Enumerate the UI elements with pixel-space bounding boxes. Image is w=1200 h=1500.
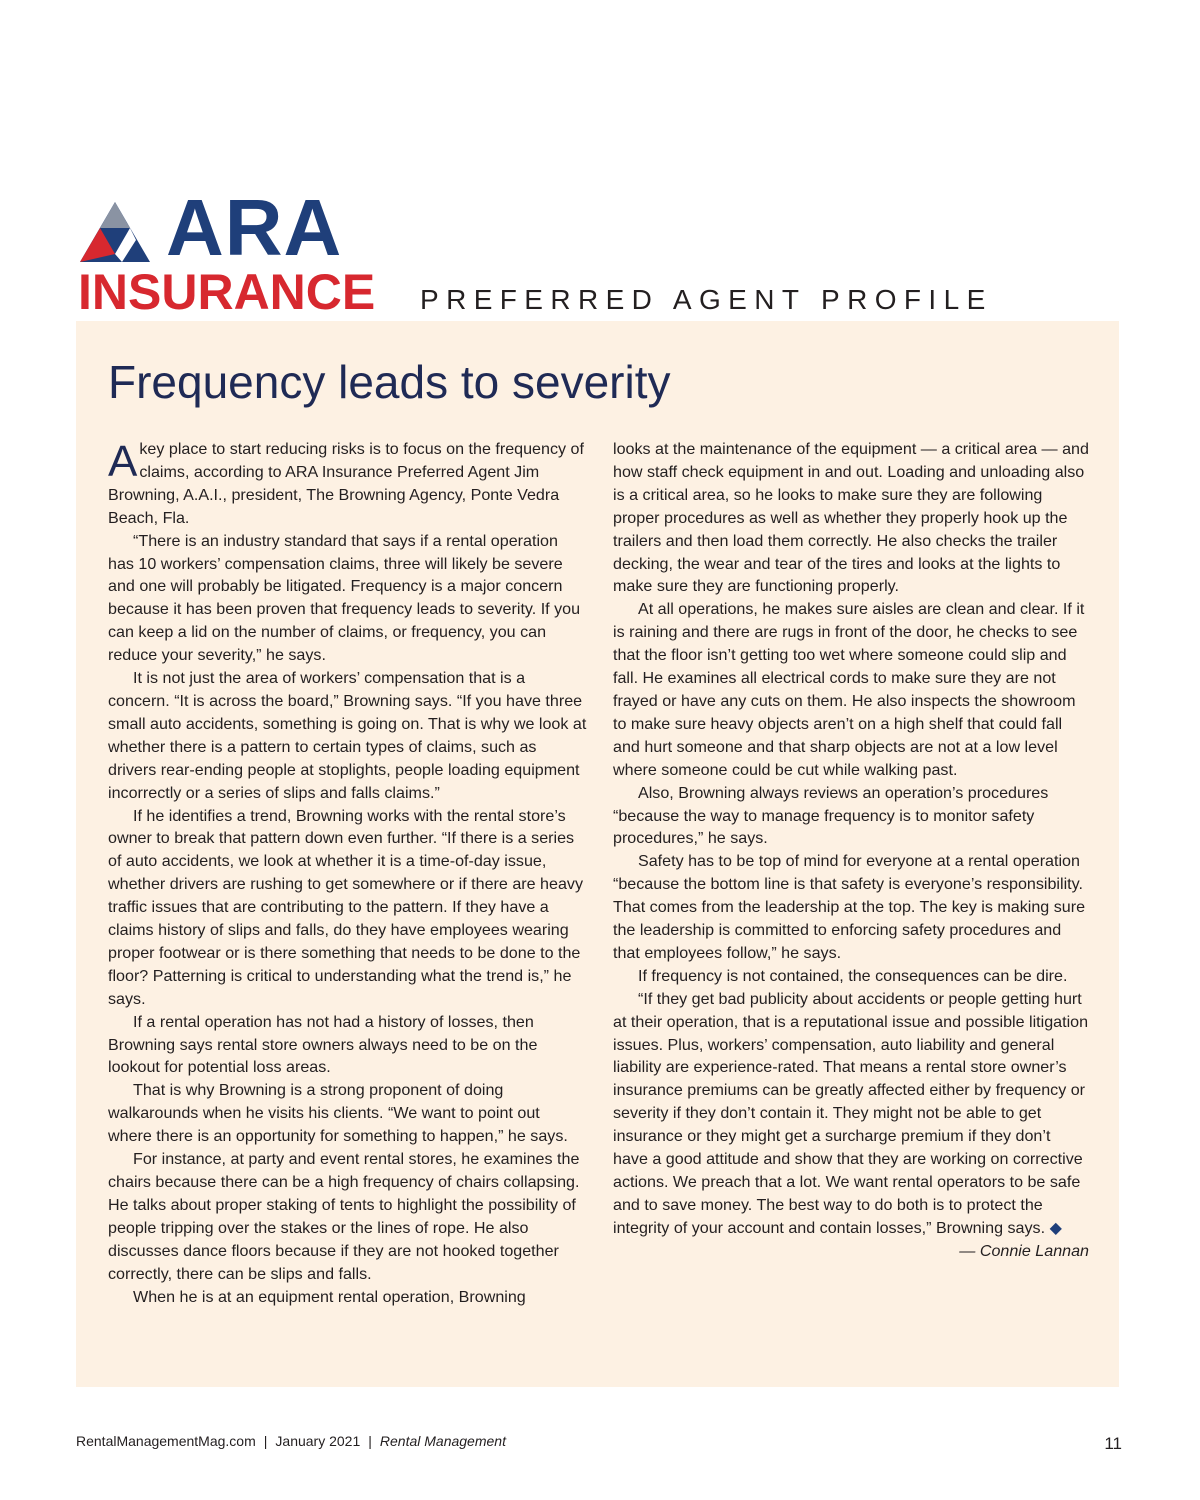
footer-magazine: Rental Management: [379, 1433, 506, 1449]
paragraph-text: “If they get bad publicity about accidents or people getting hurt at their operation, that is a reputational issue and possible litigation issues. Plus, workers’ compensation, auto liability and general liability are experience-rated. That means a rental store owner’s insurance premiums can be greatly affected either by frequency or severity if they don’t contain it. They might not be able to get insurance or they might get a surcharge premium if they don’t have a good attitude and show that they are working on corrective actions. We preach that a lot. We want rental operators to be safe and to save money. The best way to do both is to protect the integrity of your account and contain losses,” Browning says.: [613, 989, 1089, 1237]
article-headline: Frequency leads to severity: [108, 356, 671, 408]
paragraph: “There is an industry standard that says if a rental operation has 10 workers’ compensation claims, three will likely be severe and one will probably be litigated. Frequency is a major concern because it has been proven that frequency leads to severity. If you can keep a lid on the number of claims, or frequency, you can reduce your severity,” he says.: [108, 531, 581, 665]
article-column-left: [108, 438, 588, 1308]
logo-ara-text: ARA: [166, 183, 343, 272]
paragraph-text: key place to start reducing risks is to focus on the frequency of claims, according to ARA Insurance Preferred Agent Jim Browning, A.A.I., president, The Browning Agency, Ponte Vedra Beach, Fla.: [108, 440, 584, 527]
logo-insurance-text: INSURANCE: [78, 264, 376, 320]
page-number: 11: [1104, 1434, 1122, 1453]
paragraph: It is not just the area of workers’ compensation that is a concern. “It is across the board,” Browning says. “If you have three small auto accidents, something is going on. That is why we look at whether there is a pattern to certain types of claims, such as drivers rear-ending people at stoplights, people loading equipment incorrectly or a series of slips and falls claims.”: [108, 669, 587, 802]
article-column-right: [613, 438, 1089, 1263]
paragraph: Also, Browning always reviews an operation’s procedures “because the way to manage frequency is to monitor safety procedures,” he says.: [613, 783, 1049, 848]
paragraph: If a rental operation has not had a history of losses, then Browning says rental store owners always need to be on the lookout for potential loss areas.: [108, 1012, 538, 1077]
paragraph: That is why Browning is a strong proponent of doing walkarounds when he visits his clients. “We want to point out where there is an opportunity for something to happen,” he says.: [108, 1081, 568, 1146]
paragraph: Safety has to be top of mind for everyone at a rental operation “because the bottom line is that safety is everyone’s responsibility. That comes from the leadership at the top. The key is making sure the leadership is committed to enforcing safety procedures and that employees follow,” he says.: [613, 852, 1086, 962]
paragraph: At all operations, he makes sure aisles are clean and clear. If it is raining and there are rugs in front of the door, he checks to see that the floor isn’t getting too wet where someone could slip and fall. He examines all electrical cords to make sure they are not frayed or have any cuts on them. He also inspects the showroom to make sure heavy objects aren’t on a high shelf that could fall and hurt someone and that sharp objects are not at a low level where someone could be cut while walking past.: [613, 600, 1085, 779]
footer-separator: |: [263, 1433, 268, 1449]
paragraph: [108, 438, 588, 530]
paragraph: If frequency is not contained, the consequences can be dire.: [638, 966, 1068, 985]
paragraph: looks at the maintenance of the equipment — a critical area — and how staff check equipment in and out. Loading and unloading also is a critical area, so he looks to make sure they are following proper procedures as well as whether they properly hook up the trailers and then load them correctly. He also checks the trailer decking, the wear and tear of the tires and looks at the lights to make sure they are functioning properly.: [613, 440, 1089, 596]
ara-triangle-logo-icon: [78, 200, 152, 264]
paragraph: If he identifies a trend, Browning works with the rental store’s owner to break that pattern down even further. “If there is a series of auto accidents, we look at whether it is a time-of-day issue, whether drivers are rushing to get somewhere or if there are heavy traffic issues that are contributing to the pattern. If they have a claims history of slips and falls, do they have employees wearing proper footwear or is there something that needs to be done to the floor? Patterning is critical to understanding what the trend is,” he says.: [108, 806, 584, 1008]
footer: [76, 1433, 506, 1449]
paragraph: When he is at an equipment rental operation, Browning: [133, 1287, 526, 1306]
ara-insurance-logo: [78, 183, 398, 320]
section-label: PREFERRED AGENT PROFILE: [420, 284, 993, 315]
drop-cap: A: [108, 437, 138, 486]
paragraph: [613, 988, 1089, 1240]
byline: — Connie Lannan: [959, 1241, 1089, 1260]
footer-site: RentalManagementMag.com: [76, 1433, 256, 1449]
paragraph: For instance, at party and event rental stores, he examines the chairs because there can be a high frequency of chairs collapsing. He talks about proper staking of tents to highlight the possibility of people tripping over the stakes or the lines of rope. He also discusses dance floors because if they are not hooked together correctly, there can be slips and falls.: [108, 1150, 580, 1283]
footer-separator: |: [368, 1433, 372, 1449]
end-mark-icon: ◆: [1049, 1218, 1062, 1237]
footer-date: January 2021: [275, 1433, 361, 1449]
